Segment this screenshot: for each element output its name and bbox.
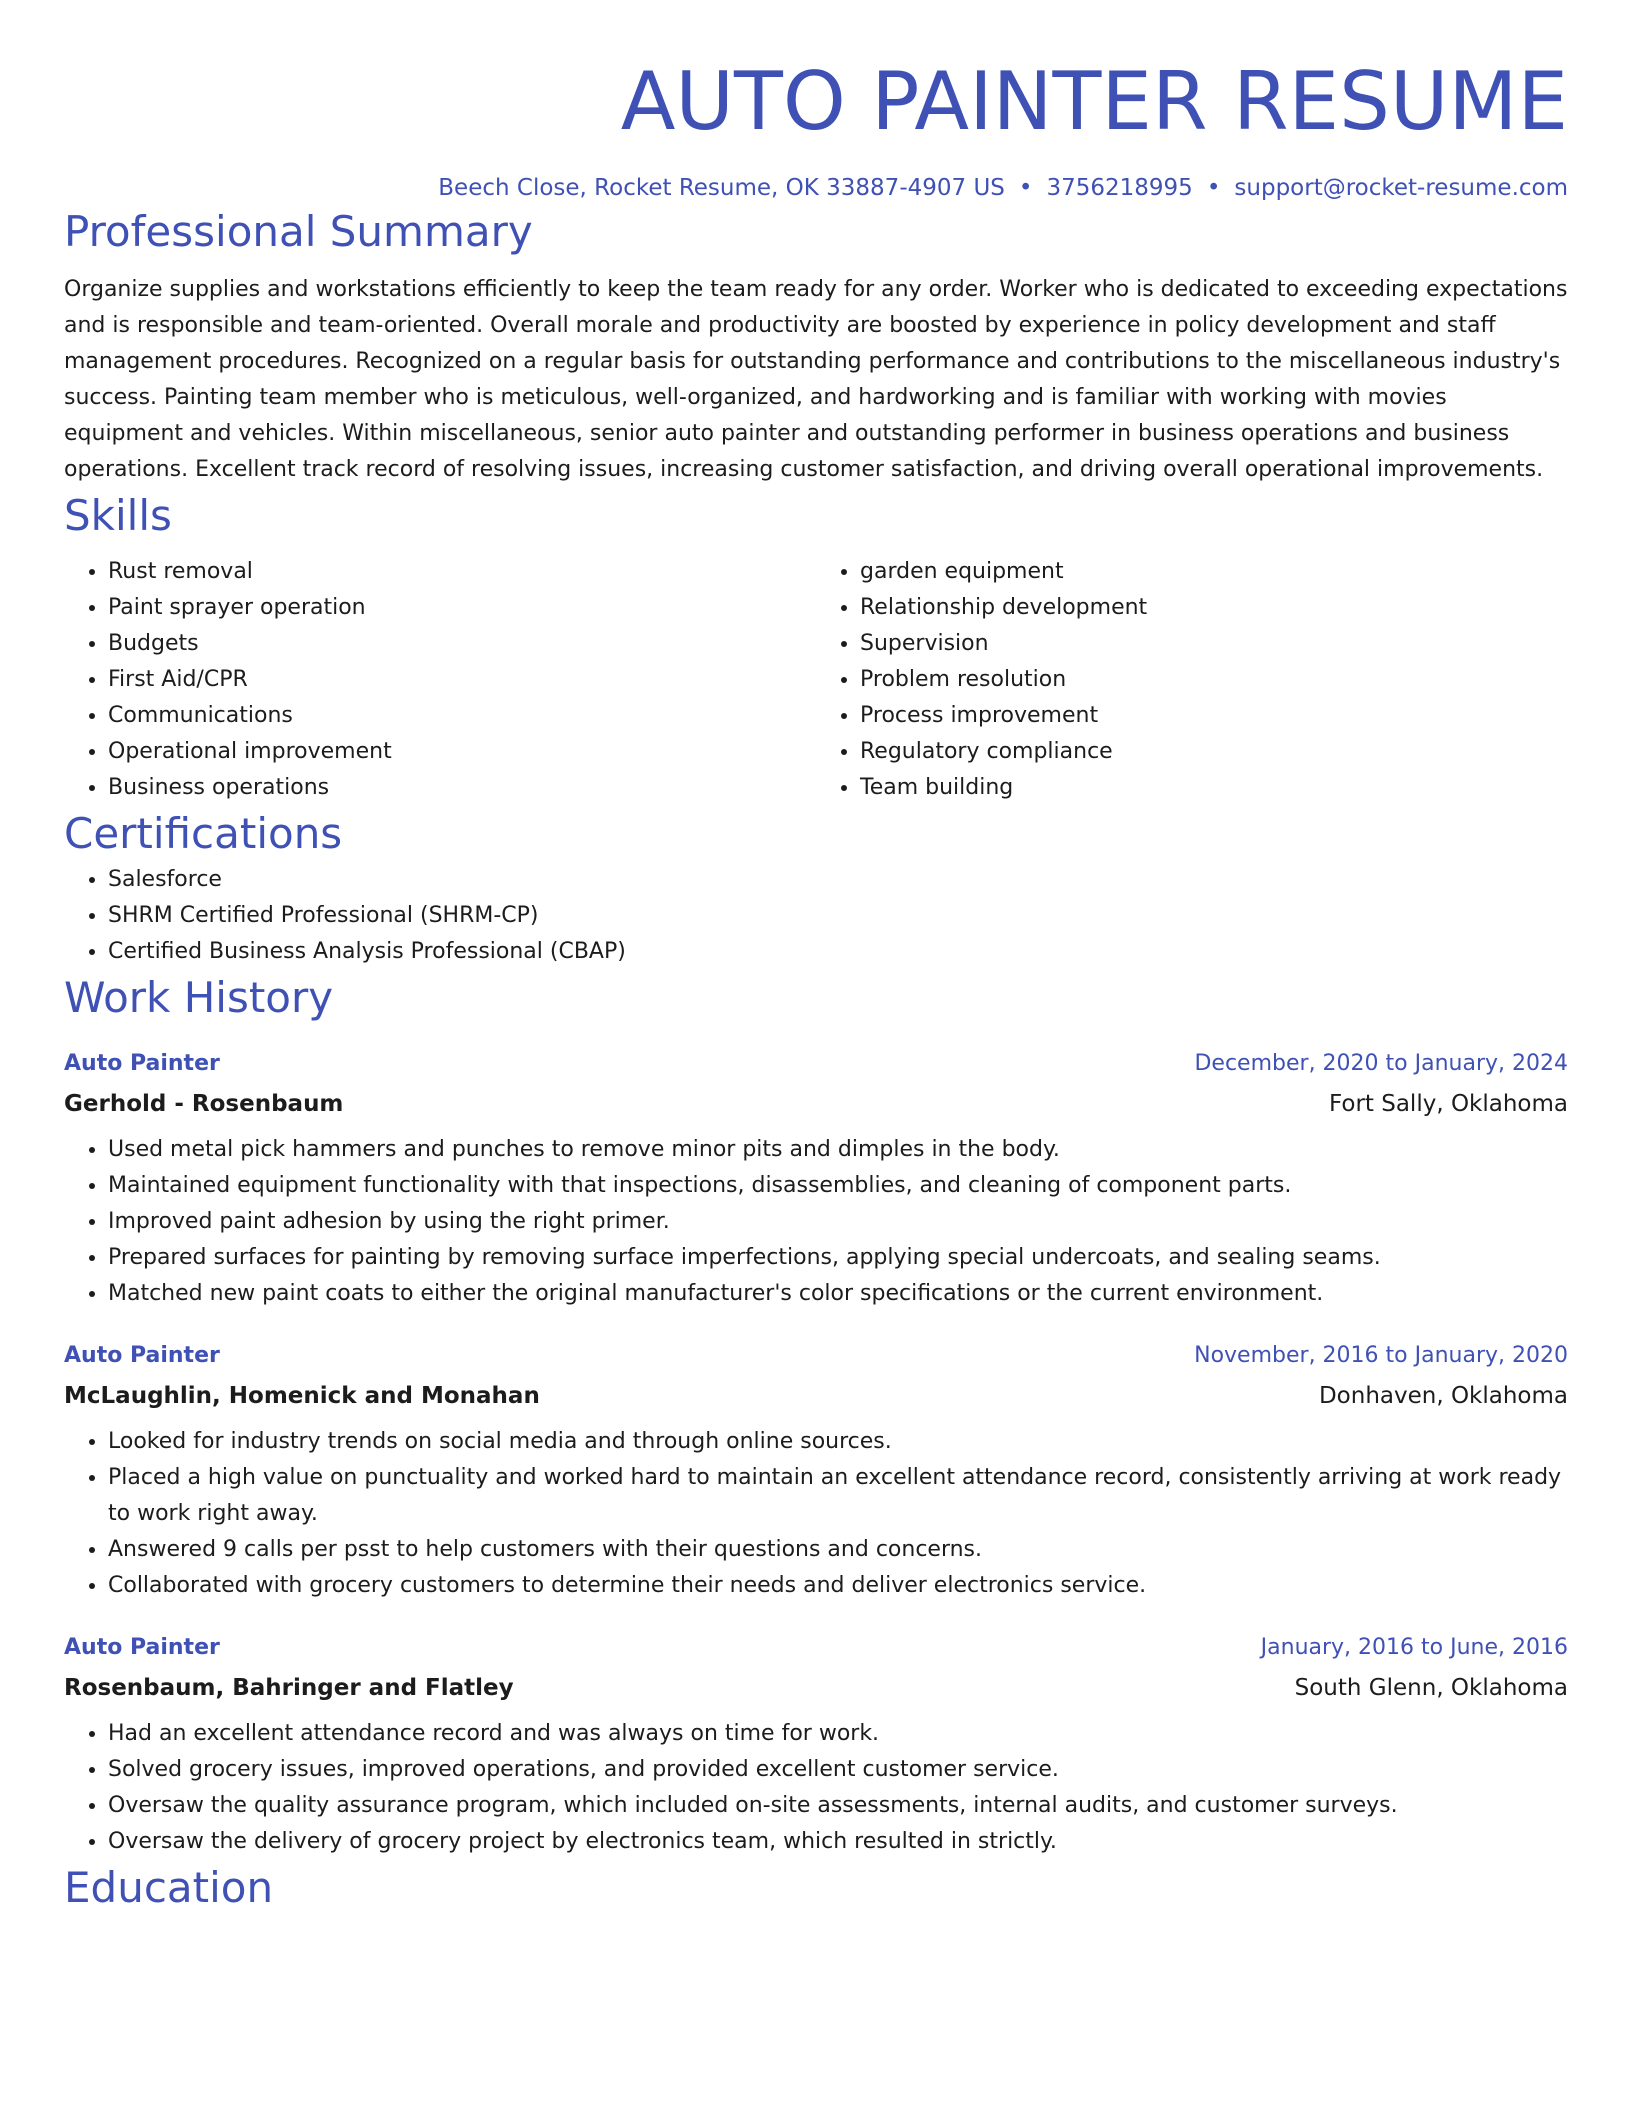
job-location: Donhaven, Oklahoma [1318, 1383, 1568, 1409]
job-bullet: • Had an excellent attendance record and was always on time for work. [108, 1716, 1568, 1752]
job-bullet: • Maintained equipment functionality with that inspections, disassemblies, and cleaning of component parts. [108, 1168, 1568, 1204]
summary-heading: Professional Summary [64, 207, 533, 256]
job-bullet: • Placed a high value on punctuality and worked hard to maintain an excellent attendance record, consistently arriving at work ready to work right away. [108, 1460, 1568, 1532]
phone-text: 3756218995 [1046, 175, 1193, 201]
job-dates: November, 2016 to January, 2020 [1194, 1343, 1568, 1368]
work-history-heading: Work History [64, 973, 334, 1022]
skill-item: • Operational improvement [108, 734, 816, 770]
skill-item: • First Aid/CPR [108, 662, 816, 698]
skills-list-left [64, 554, 816, 806]
job-bullets [64, 1424, 1568, 1604]
job-dates: December, 2020 to January, 2024 [1194, 1051, 1568, 1076]
job-company-row [64, 1084, 1568, 1124]
job-bullet: • Looked for industry trends on social media and through online sources. [108, 1424, 1568, 1460]
job-title-row [64, 1044, 1568, 1084]
separator-dot: • [1206, 175, 1221, 201]
skill-item: • Budgets [108, 626, 816, 662]
skills-list-right [816, 554, 1568, 806]
email-link[interactable]: support@rocket-resume.com [1234, 175, 1568, 201]
skill-item: • Regulatory compliance [860, 734, 1568, 770]
job-entry [64, 1336, 1568, 1604]
job-title-row [64, 1336, 1568, 1376]
job-company-row [64, 1668, 1568, 1708]
resume-title: AUTO PAINTER RESUME [620, 55, 1568, 148]
contact-line [64, 172, 1568, 204]
job-bullet: • Used metal pick hammers and punches to remove minor pits and dimples in the body. [108, 1132, 1568, 1168]
certifications-list [64, 862, 1568, 970]
certifications-heading: Certifications [64, 809, 343, 858]
job-location: Fort Sally, Oklahoma [1328, 1091, 1568, 1117]
certification-item: • Salesforce [108, 862, 1568, 898]
resume-header [64, 0, 1568, 204]
job-bullet: • Collaborated with grocery customers to determine their needs and deliver electronics service. [108, 1568, 1568, 1604]
skill-item: • Problem resolution [860, 662, 1568, 698]
job-company: Gerhold - Rosenbaum [64, 1091, 344, 1117]
summary-text: Organize supplies and workstations efficiently to keep the team ready for any order. Worker who is dedicated to exceeding expectations and is responsible and team-oriented. Overall morale and productivity are boosted by experience in policy development and staff management procedures. Recognized on a regular basis for outstanding performance and contributions to the miscellaneous industry's success. Painting team member who is meticulous, well-organized, and hardworking and is familiar with working with movies equipment and vehicles. Within miscellaneous, senior auto painter and outstanding performer in business operations and business operations. Excellent track record of resolving issues, increasing customer satisfaction, and driving overall operational improvements. [64, 277, 1568, 482]
skill-item: • Process improvement [860, 698, 1568, 734]
job-location: South Glenn, Oklahoma [1294, 1675, 1568, 1701]
job-title: Auto Painter [64, 1051, 220, 1076]
job-bullet: • Matched new paint coats to either the original manufacturer's color specifications or the current environment. [108, 1276, 1568, 1312]
certification-item: • SHRM Certified Professional (SHRM-CP) [108, 898, 1568, 934]
skill-item: • Supervision [860, 626, 1568, 662]
skills-columns [64, 554, 1568, 806]
job-bullets [64, 1132, 1568, 1312]
job-company-row [64, 1376, 1568, 1416]
job-bullet: • Improved paint adhesion by using the right primer. [108, 1204, 1568, 1240]
skill-item: • Communications [108, 698, 816, 734]
job-title: Auto Painter [64, 1635, 220, 1660]
skill-item: • Team building [860, 770, 1568, 806]
job-bullets [64, 1716, 1568, 1860]
address-text: Beech Close, Rocket Resume, OK 33887-4907 US [438, 175, 1005, 201]
job-entry [64, 1628, 1568, 1860]
skill-item: • garden equipment [860, 554, 1568, 590]
skill-item: • Paint sprayer operation [108, 590, 816, 626]
skill-item: • Rust removal [108, 554, 816, 590]
skill-item: • Business operations [108, 770, 816, 806]
job-bullet: • Solved grocery issues, improved operations, and provided excellent customer service. [108, 1752, 1568, 1788]
separator-dot: • [1018, 175, 1033, 201]
job-entry [64, 1044, 1568, 1312]
job-company: McLaughlin, Homenick and Monahan [64, 1383, 540, 1409]
skill-item: • Relationship development [860, 590, 1568, 626]
job-title: Auto Painter [64, 1343, 220, 1368]
job-dates: January, 2016 to June, 2016 [1260, 1635, 1568, 1660]
job-bullet: • Answered 9 calls per psst to help customers with their questions and concerns. [108, 1532, 1568, 1568]
job-bullet: • Prepared surfaces for painting by removing surface imperfections, applying special undercoats, and sealing seams. [108, 1240, 1568, 1276]
job-bullet: • Oversaw the quality assurance program, which included on-site assessments, internal audits, and customer surveys. [108, 1788, 1568, 1824]
certification-item: • Certified Business Analysis Professional (CBAP) [108, 934, 1568, 970]
work-history-list [64, 1044, 1568, 1860]
job-bullet: • Oversaw the delivery of grocery project by electronics team, which resulted in strictly. [108, 1824, 1568, 1860]
skills-heading: Skills [64, 491, 172, 540]
job-title-row [64, 1628, 1568, 1668]
job-company: Rosenbaum, Bahringer and Flatley [64, 1675, 514, 1701]
education-heading: Education [64, 1863, 274, 1912]
